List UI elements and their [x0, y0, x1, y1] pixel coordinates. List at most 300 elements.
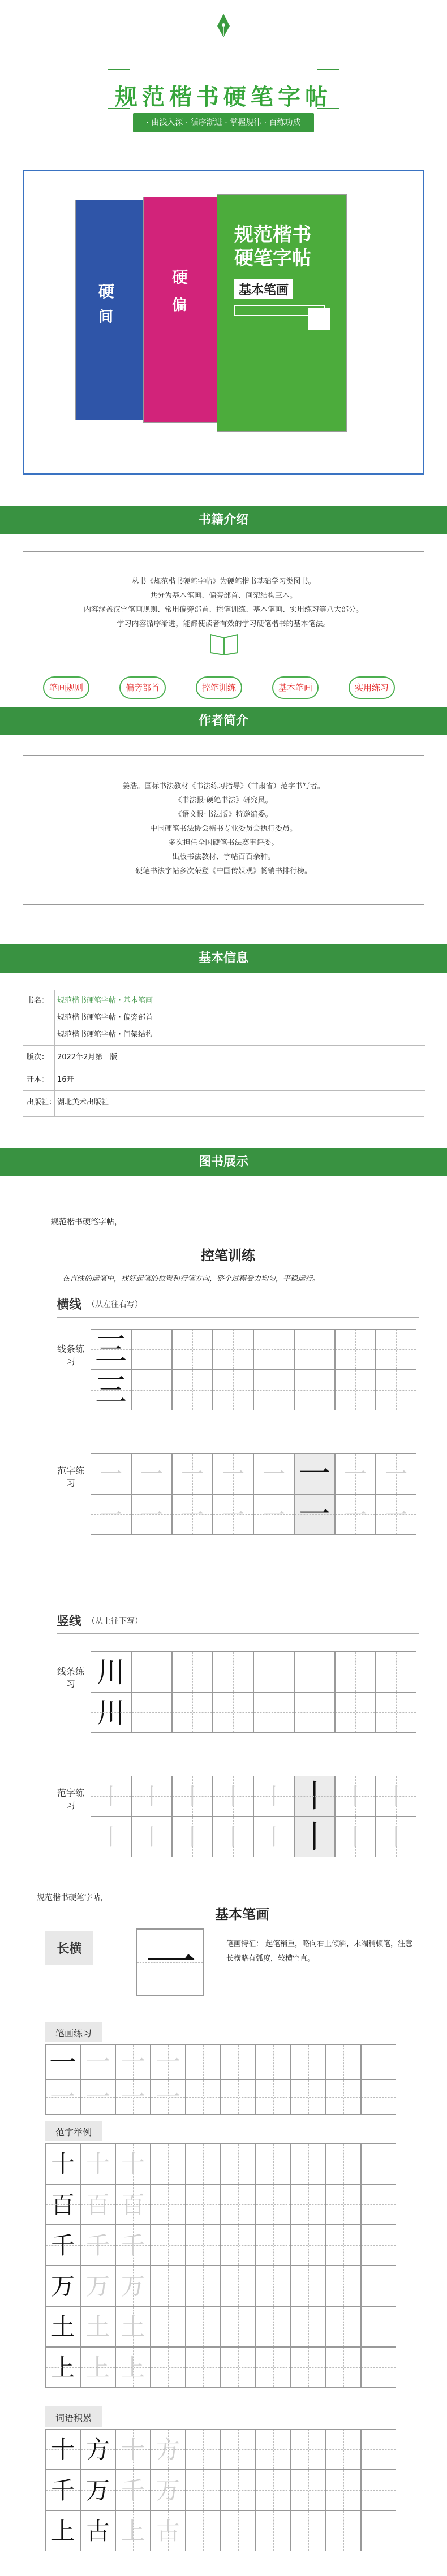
practice-cell	[172, 1453, 213, 1494]
practice-cell	[335, 1494, 376, 1535]
practice-cell	[221, 2470, 256, 2510]
preview-title-control: 控笔训练	[201, 1247, 255, 1263]
shu-title: 竖线	[57, 1614, 82, 1629]
practice-char: 一	[50, 2083, 75, 2112]
words-tab	[45, 2406, 102, 2427]
practice-cell	[115, 2347, 151, 2388]
stroke-feature-text: 笔画特征： 起笔稍重，略向右上倾斜，末端稍顿笔，注意长横略有弧度，较横空直。	[226, 1940, 413, 1963]
practice-char: 百	[85, 2191, 110, 2219]
practice-cell	[186, 2266, 221, 2306]
practice-cell	[115, 2266, 151, 2306]
practice-char: 丨	[263, 1824, 285, 1850]
practice-cell	[221, 2347, 256, 2388]
practice-cell	[294, 1453, 335, 1494]
practice-char: 一	[385, 1502, 407, 1528]
practice-cell	[326, 2225, 361, 2266]
practice-char: 千	[121, 2232, 145, 2259]
practice-char: 一	[156, 2048, 180, 2077]
practice-cell	[221, 2225, 256, 2266]
practice-cell	[361, 2184, 396, 2225]
practice-char: 丨	[299, 1819, 330, 1856]
practice-char: 一	[140, 1502, 163, 1528]
practice-cell	[131, 1692, 172, 1733]
practice-char: 一	[181, 1461, 204, 1487]
practice-char: 川	[97, 1697, 125, 1729]
pill-practical: 实用练习	[349, 676, 395, 699]
practice-cell	[45, 2079, 80, 2115]
practice-cell	[221, 2044, 256, 2079]
practice-char: 土	[50, 2313, 75, 2341]
practice-char: 丨	[344, 1784, 367, 1810]
info-value: 湖北美术出版社	[57, 1098, 109, 1107]
practice-cell	[256, 2429, 291, 2470]
practice-char: 一	[121, 2048, 145, 2077]
practice-char: 古	[85, 2517, 110, 2545]
practice-cell	[256, 2266, 291, 2306]
practice-cell	[186, 2225, 221, 2266]
practice-char: 上	[121, 2354, 145, 2381]
author-line: 姜浩。国标书法教材《书法练习指导》（甘肃省）范字书写者。	[122, 782, 325, 791]
practice-cell	[115, 2510, 151, 2551]
practice-cell	[131, 1370, 172, 1410]
practice-char: 一	[299, 1496, 330, 1533]
practice-cell	[172, 1692, 213, 1733]
practice-cell	[221, 2266, 256, 2306]
sample-practice-label: 范字练习	[57, 1465, 84, 1488]
practice-cell	[335, 1776, 376, 1816]
practice-cell	[186, 2347, 221, 2388]
practice-cell	[115, 2306, 151, 2347]
practice-cell	[221, 2429, 256, 2470]
practice-cell	[361, 2347, 396, 2388]
practice-cell	[186, 2306, 221, 2347]
example-tab	[45, 2121, 102, 2141]
practice-char: 一	[385, 1461, 407, 1487]
info-row-edition	[23, 1047, 425, 1068]
author-line: 出版书法教材、字帖百百余种。	[171, 853, 275, 861]
practice-char: 万	[85, 2476, 110, 2504]
info-value: 规范楷书硬笔字帖・偏旁部首	[57, 1013, 153, 1022]
practice-cell	[326, 2470, 361, 2510]
fountain-pen-icon	[209, 11, 238, 40]
cover-basic-strokes	[217, 194, 347, 432]
practice-char: 万	[156, 2476, 180, 2504]
heng-heading	[57, 1289, 419, 1318]
practice-cell	[151, 2347, 186, 2388]
practice-cell	[326, 2079, 361, 2115]
practice-cell	[80, 2470, 115, 2510]
author-line: 《语文报·书法版》特邀编委。	[174, 810, 273, 819]
practice-cell	[151, 2225, 186, 2266]
info-value: 2022年2月第一版	[57, 1053, 118, 1062]
hero-title: 规范楷书硬笔字帖	[115, 84, 332, 110]
section-bar-intro: 书籍介绍	[0, 506, 447, 534]
author-line: 多次担任全国硬笔书法赛事评委。	[168, 839, 279, 847]
practice-char: 丨	[385, 1824, 407, 1850]
practice-cell	[80, 2184, 115, 2225]
practice-char: 古	[156, 2517, 180, 2545]
practice-cell	[186, 2510, 221, 2551]
practice-cell	[376, 1651, 416, 1692]
practice-cell	[361, 2079, 396, 2115]
practice-cell	[131, 1494, 172, 1535]
practice-cell	[221, 2184, 256, 2225]
pill-control-training: 控笔训练	[196, 676, 242, 699]
practice-cell	[91, 1494, 131, 1535]
practice-cell	[294, 1776, 335, 1816]
practice-cell	[45, 2044, 80, 2079]
practice-char: 三	[95, 1331, 127, 1368]
practice-cell	[376, 1692, 416, 1733]
practice-char: 丨	[344, 1824, 367, 1850]
practice-cell	[131, 1453, 172, 1494]
practice-cell	[376, 1494, 416, 1535]
practice-char: 一	[85, 2048, 110, 2077]
practice-cell	[335, 1329, 376, 1370]
practice-char: 一	[344, 1461, 367, 1487]
practice-cell	[335, 1370, 376, 1410]
practice-char: 百	[50, 2191, 75, 2219]
pill-basic-strokes: 基本笔画	[272, 676, 319, 699]
practice-cell	[131, 1329, 172, 1370]
practice-cell	[256, 2143, 291, 2184]
practice-cell	[253, 1692, 294, 1733]
practice-char: 丨	[263, 1784, 285, 1810]
practice-char: 百	[121, 2191, 145, 2219]
practice-char: 万	[121, 2272, 145, 2300]
practice-cell	[151, 2143, 186, 2184]
practice-cell	[294, 1370, 335, 1410]
practice-cell	[256, 2079, 291, 2115]
practice-char: 万	[85, 2272, 110, 2300]
practice-cell	[291, 2266, 326, 2306]
practice-cell	[45, 2510, 80, 2551]
practice-char: 千	[50, 2476, 75, 2504]
practice-char: 丨	[140, 1784, 163, 1810]
practice-char: 一	[121, 2083, 145, 2112]
practice-cell	[45, 2429, 80, 2470]
practice-char: 土	[121, 2313, 145, 2341]
practice-cell	[45, 2143, 80, 2184]
practice-cell	[253, 1651, 294, 1692]
book-covers-box	[23, 170, 424, 475]
practice-cell	[326, 2184, 361, 2225]
practice-char: 一	[299, 1456, 330, 1492]
preview-book-header-2: 规范楷书硬笔字帖，	[37, 1893, 108, 1902]
section-bar-preview: 图书展示	[0, 1148, 447, 1176]
practice-cell	[131, 1816, 172, 1857]
practice-cell	[326, 2044, 361, 2079]
sample-practice-label-shu: 范字练习	[57, 1788, 84, 1811]
practice-cell	[326, 2510, 361, 2551]
practice-cell	[326, 2266, 361, 2306]
practice-cell	[151, 2044, 186, 2079]
practice-char: 一	[140, 1461, 163, 1487]
section-bar-author: 作者简介	[0, 707, 447, 735]
practice-cell	[291, 2044, 326, 2079]
practice-cell	[80, 2044, 115, 2079]
practice-cell	[45, 2306, 80, 2347]
practice-cell	[172, 1494, 213, 1535]
practice-cell	[80, 2306, 115, 2347]
practice-cell	[361, 2306, 396, 2347]
practice-cell	[151, 2429, 186, 2470]
practice-cell	[361, 2225, 396, 2266]
practice-cell	[186, 2143, 221, 2184]
practice-char: 十	[85, 2150, 110, 2178]
intro-line: 内容涵盖汉字笔画规则、常用偏旁部首、控笔训练、基本笔画、实用练习等八大部分。	[83, 606, 363, 614]
heng-hint: （从左往右写）	[87, 1300, 143, 1309]
practice-cell	[361, 2266, 396, 2306]
practice-cell	[213, 1494, 253, 1535]
practice-cell	[172, 1816, 213, 1857]
practice-cell	[115, 2470, 151, 2510]
practice-cell	[291, 2510, 326, 2551]
practice-cell	[335, 1651, 376, 1692]
practice-char: 丨	[222, 1784, 244, 1810]
practice-cell	[213, 1692, 253, 1733]
example-label: 范字举例	[55, 2127, 92, 2138]
practice-char: 一	[100, 1461, 122, 1487]
practice-cell	[294, 1816, 335, 1857]
practice-cell	[91, 1651, 131, 1692]
practice-char: 上	[121, 2517, 145, 2545]
pill-radicals: 偏旁部首	[119, 676, 166, 699]
practice-cell	[326, 2347, 361, 2388]
stroke-practice-label: 笔画练习	[55, 2028, 92, 2039]
cover-series-label: 规范楷书 硬笔字帖	[234, 223, 311, 270]
info-key: 书名：	[27, 996, 49, 1005]
practice-char: 千	[85, 2232, 110, 2259]
shu-hint: （从上往下写）	[87, 1617, 143, 1626]
info-table	[23, 990, 424, 1117]
practice-char: 丨	[100, 1784, 122, 1810]
pill-stroke-rules: 笔画规则	[43, 676, 89, 699]
hero-subtitle: · 由浅入深 · 循序渐进 · 掌握规律 · 百练功成	[133, 113, 314, 132]
info-key: 出版社：	[27, 1098, 57, 1107]
practice-cell	[213, 1329, 253, 1370]
practice-char: 一	[263, 1461, 285, 1487]
practice-cell	[335, 1453, 376, 1494]
practice-char: 方	[85, 2436, 110, 2463]
practice-char: 三	[95, 1372, 127, 1409]
cover-volume-label: 偏	[172, 297, 187, 314]
practice-char: 上	[85, 2354, 110, 2381]
practice-cell	[221, 2143, 256, 2184]
practice-cell	[256, 2044, 291, 2079]
practice-cell	[213, 1370, 253, 1410]
practice-char: 一	[222, 1461, 244, 1487]
practice-char: 十	[50, 2436, 75, 2463]
practice-cell	[253, 1329, 294, 1370]
practice-cell	[45, 2470, 80, 2510]
practice-cell	[376, 1370, 416, 1410]
info-row-format	[23, 1069, 425, 1091]
practice-cell	[335, 1816, 376, 1857]
practice-char: 土	[85, 2313, 110, 2341]
practice-char: 丨	[385, 1784, 407, 1810]
practice-char: 丨	[140, 1824, 163, 1850]
practice-cell	[213, 1776, 253, 1816]
practice-cell	[186, 2044, 221, 2079]
practice-cell	[91, 1816, 131, 1857]
practice-cell	[291, 2470, 326, 2510]
practice-char: 万	[50, 2272, 75, 2300]
practice-cell	[186, 2079, 221, 2115]
practice-cell	[294, 1651, 335, 1692]
practice-cell	[361, 2429, 396, 2470]
cover-pen-badge	[308, 308, 330, 330]
practice-cell	[213, 1816, 253, 1857]
practice-cell	[253, 1776, 294, 1816]
practice-cell	[291, 2079, 326, 2115]
practice-cell	[361, 2510, 396, 2551]
practice-char: 丨	[299, 1778, 330, 1815]
author-card	[23, 755, 424, 905]
practice-char: 上	[50, 2354, 75, 2381]
practice-cell	[45, 2266, 80, 2306]
practice-cell	[91, 1776, 131, 1816]
info-row-publisher	[23, 1092, 425, 1114]
practice-cell	[294, 1494, 335, 1535]
cover-volume-label: 间	[98, 309, 114, 326]
shu-heading	[57, 1606, 419, 1634]
practice-cell	[151, 2306, 186, 2347]
author-line: 硬笔书法字帖多次荣登《中国传媒观》畅销书排行榜。	[135, 867, 312, 875]
practice-char: 一	[344, 1502, 367, 1528]
practice-cell	[361, 2470, 396, 2510]
practice-cell	[376, 1329, 416, 1370]
practice-cell	[221, 2079, 256, 2115]
practice-char: 千	[121, 2476, 145, 2504]
practice-cell	[256, 2306, 291, 2347]
intro-line: 共分为基本笔画、偏旁部首、间架结构三本。	[149, 592, 297, 600]
practice-cell	[115, 2184, 151, 2225]
practice-cell	[186, 2184, 221, 2225]
practice-cell	[253, 1370, 294, 1410]
practice-cell	[294, 1329, 335, 1370]
practice-cell	[213, 1651, 253, 1692]
practice-char: 一	[100, 1502, 122, 1528]
preview-book-header: 规范楷书硬笔字帖，	[51, 1218, 122, 1227]
practice-cell	[80, 2079, 115, 2115]
practice-cell	[131, 1651, 172, 1692]
practice-char: 丨	[181, 1784, 204, 1810]
practice-char: 一	[49, 2047, 76, 2078]
practice-char: 丨	[100, 1824, 122, 1850]
practice-char: 川	[97, 1656, 125, 1689]
section-bar-info: 基本信息	[0, 944, 447, 973]
practice-cell	[115, 2143, 151, 2184]
practice-cell	[115, 2225, 151, 2266]
practice-char: 十	[50, 2150, 75, 2178]
practice-cell	[253, 1453, 294, 1494]
practice-cell	[80, 2347, 115, 2388]
practice-char: 十	[121, 2150, 145, 2178]
practice-char: 十	[121, 2436, 145, 2463]
stroke-practice-tab	[45, 2022, 102, 2042]
practice-cell	[186, 2470, 221, 2510]
practice-char: 方	[156, 2436, 180, 2463]
open-book-icon	[208, 631, 240, 656]
heng-title: 横线	[57, 1297, 82, 1312]
demo-stroke-box	[136, 1928, 204, 1996]
info-key: 版次：	[27, 1053, 49, 1062]
cover-series-label: 硬	[172, 268, 188, 287]
practice-cell	[186, 2429, 221, 2470]
practice-cell	[80, 2429, 115, 2470]
practice-cell	[291, 2347, 326, 2388]
practice-cell	[256, 2510, 291, 2551]
line-practice-label: 线条练习	[57, 1344, 84, 1367]
practice-cell	[376, 1816, 416, 1857]
practice-cell	[326, 2429, 361, 2470]
info-row-title-3	[23, 1024, 425, 1046]
practice-cell	[253, 1494, 294, 1535]
practice-cell	[291, 2225, 326, 2266]
practice-cell	[115, 2079, 151, 2115]
cover-series-label: 硬	[98, 282, 115, 301]
practice-char: 一	[263, 1502, 285, 1528]
practice-cell	[291, 2184, 326, 2225]
info-value: 16开	[57, 1076, 74, 1084]
practice-cell	[253, 1816, 294, 1857]
practice-cell	[91, 1453, 131, 1494]
practice-cell	[221, 2510, 256, 2551]
practice-cell	[80, 2225, 115, 2266]
practice-cell	[256, 2184, 291, 2225]
author-line: 中国硬笔书法协会楷书专业委员会执行委员。	[149, 825, 297, 833]
practice-cell	[376, 1453, 416, 1494]
practice-cell	[172, 1651, 213, 1692]
cover-volume-label: 基本笔画	[234, 279, 293, 299]
preview-description: 在直线的运笔中，找好起笔的位置和行笔方向，整个过程受力均匀，平稳运行。	[62, 1275, 320, 1283]
hero-header	[0, 0, 447, 170]
practice-cell	[256, 2347, 291, 2388]
practice-cell	[80, 2510, 115, 2551]
info-value: 规范楷书硬笔字帖・间架结构	[57, 1030, 153, 1039]
practice-cell	[291, 2306, 326, 2347]
practice-cell	[256, 2470, 291, 2510]
practice-cell	[91, 1370, 131, 1410]
practice-cell	[172, 1329, 213, 1370]
changheng-label: 长横	[57, 1941, 82, 1956]
practice-cell	[291, 2429, 326, 2470]
practice-char: 一	[222, 1502, 244, 1528]
info-key: 开本：	[27, 1076, 49, 1084]
practice-cell	[326, 2143, 361, 2184]
practice-cell	[256, 2225, 291, 2266]
changheng-tab	[45, 1931, 93, 1965]
practice-cell	[45, 2347, 80, 2388]
words-label: 词语积累	[55, 2413, 92, 2423]
practice-cell	[151, 2510, 186, 2551]
practice-cell	[172, 1370, 213, 1410]
practice-cell	[151, 2184, 186, 2225]
practice-cell	[291, 2143, 326, 2184]
practice-cell	[151, 2266, 186, 2306]
preview-title-strokes: 基本笔画	[215, 1906, 269, 1922]
author-line: 《书法报·硬笔书法》研究员。	[174, 796, 273, 805]
practice-cell	[80, 2266, 115, 2306]
practice-cell	[45, 2225, 80, 2266]
practice-cell	[361, 2143, 396, 2184]
practice-char: 丨	[222, 1824, 244, 1850]
practice-char: 一	[156, 2083, 180, 2112]
practice-cell	[326, 2306, 361, 2347]
practice-cell	[131, 1776, 172, 1816]
practice-char: 一	[181, 1502, 204, 1528]
